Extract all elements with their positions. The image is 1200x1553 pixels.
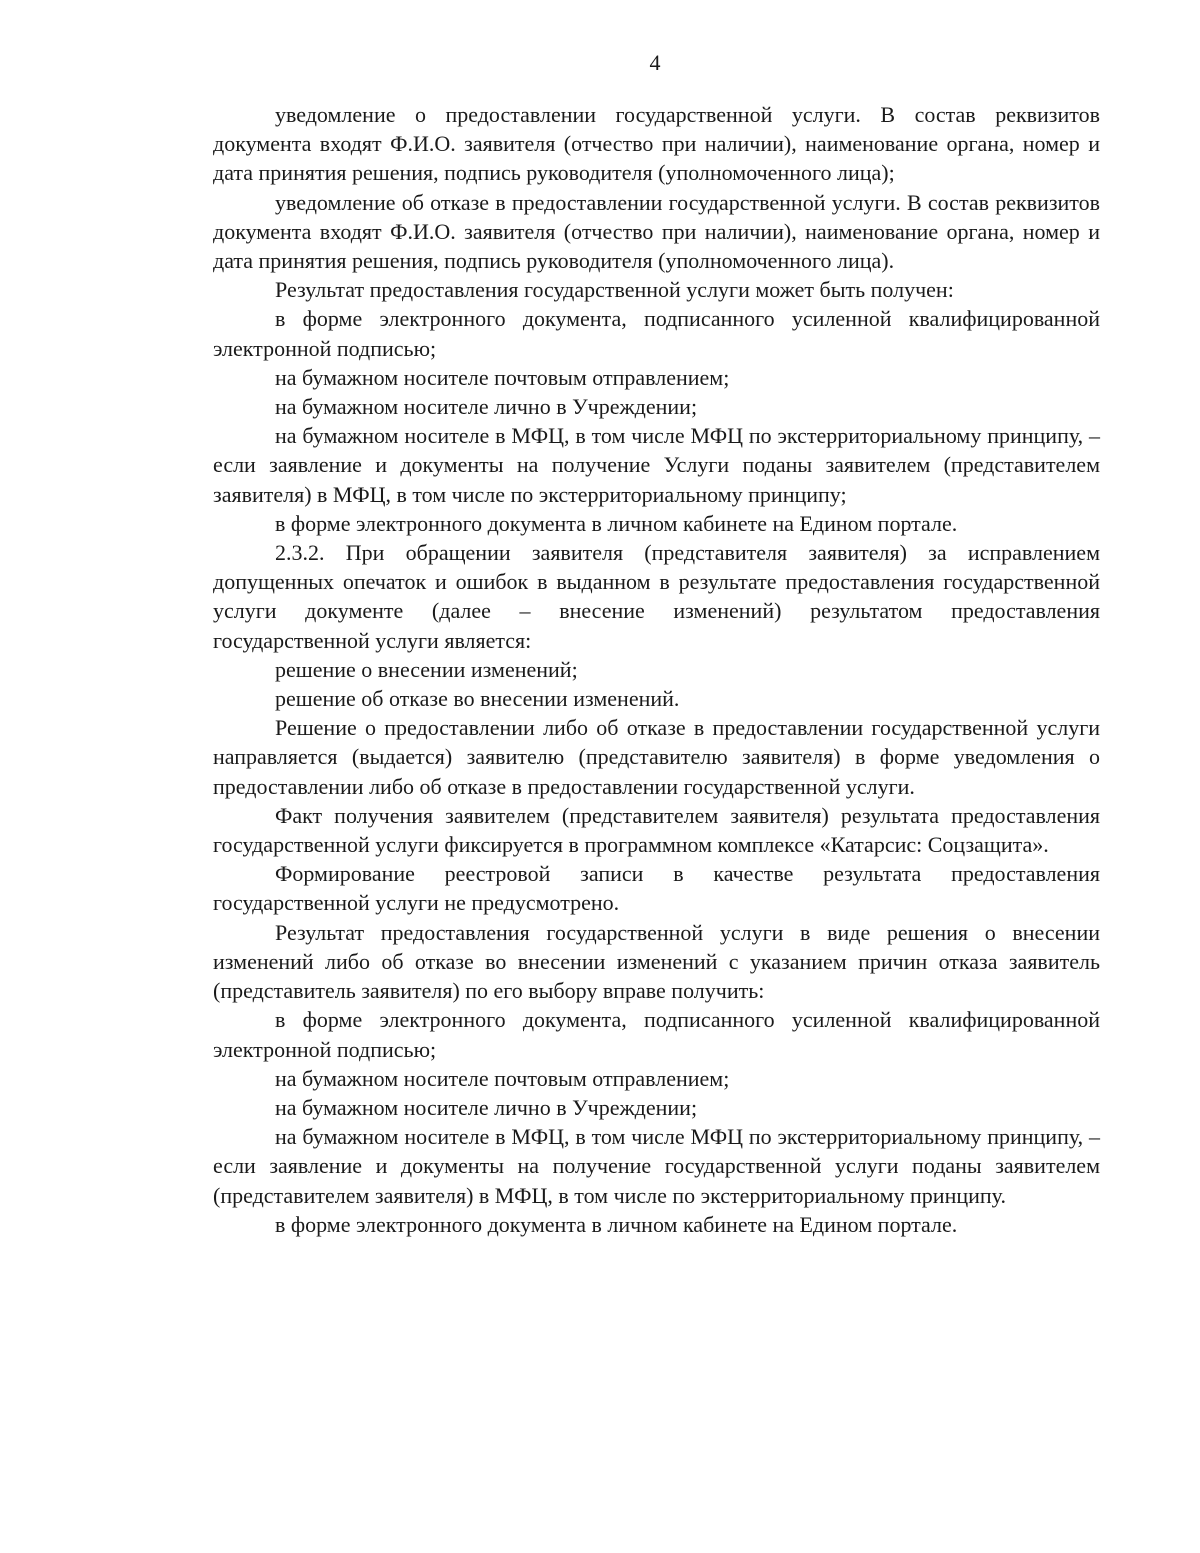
page-number: 4 [649,50,661,75]
paragraph: решение об отказе во внесении изменений. [275,686,680,712]
paragraph: в форме электронного документа в личном кабинете на Едином портале. [275,510,958,536]
document-body [213,100,1100,1239]
paragraph: Результат предоставления государственной услуги может быть получен: [275,277,954,303]
paragraph: Формирование реестровой записи в качестве результата предоставления государственной услуги не предусмотрено. [213,861,1100,916]
paragraph: на бумажном носителе почтовым отправлением; [275,364,730,390]
paragraph: уведомление о предоставлении государственной услуги. В состав реквизитов документа входят Ф.И.О. заявителя (отчество при наличии), наименование органа, номер и дата принятия решения, подпись руководителя (уполномоченного лица); [213,102,1100,186]
paragraph: Результат предоставления государственной услуги в виде решения о внесении изменений либо об отказе во внесении изменений с указанием причин отказа заявитель (представитель заявителя) по его выбору вправе получить: [213,919,1100,1004]
paragraph: уведомление об отказе в предоставлении государственной услуги. В состав реквизитов документа входят Ф.И.О. заявителя (отчество при наличии), наименование органа, номер и дата принятия решения, подпись руководителя (уполномоченного лица). [213,189,1100,274]
paragraph: на бумажном носителе в МФЦ, в том числе МФЦ по экстерриториальному принципу, – если заявление и документы на получение Услуги поданы заявителем (представителем заявителя) в МФЦ, в том числе по экстерриториальному принципу; [213,423,1100,507]
paragraph: на бумажном носителе лично в Учреждении; [275,1094,698,1120]
paragraph: Решение о предоставлении либо об отказе в предоставлении государственной услуги направляется (выдается) заявителю (представителю заявителя) в форме уведомления о предоставлении либо об отказе в предоставлении государственной услуги. [213,715,1100,799]
paragraph: 2.3.2. При обращении заявителя (представителя заявителя) за исправлением допущенных опечаток и ошибок в выданном в результате предоставления государственной услуги документе (далее – внесение изменений) результатом предоставления государственной услуги является: [213,540,1100,653]
paragraph: в форме электронного документа, подписанного усиленной квалифицированной электронной подписью; [213,306,1100,361]
paragraph: решение о внесении изменений; [275,656,578,682]
paragraph: Факт получения заявителем (представителем заявителя) результата предоставления государственной услуги фиксируется в программном комплексе «Катарсис: Соцзащита». [213,802,1100,858]
paragraph: на бумажном носителе лично в Учреждении; [275,394,698,420]
paragraph: на бумажном носителе в МФЦ, в том числе МФЦ по экстерриториальному принципу, – если заявление и документы на получение государственной услуги поданы заявителем (представителем заявителя) в МФЦ, в том числе по экстерриториальному принципу. [213,1124,1100,1208]
paragraph: на бумажном носителе почтовым отправлением; [275,1065,730,1091]
paragraph: в форме электронного документа в личном кабинете на Едином портале. [275,1211,958,1237]
paragraph: в форме электронного документа, подписанного усиленной квалифицированной электронной подписью; [213,1007,1100,1062]
